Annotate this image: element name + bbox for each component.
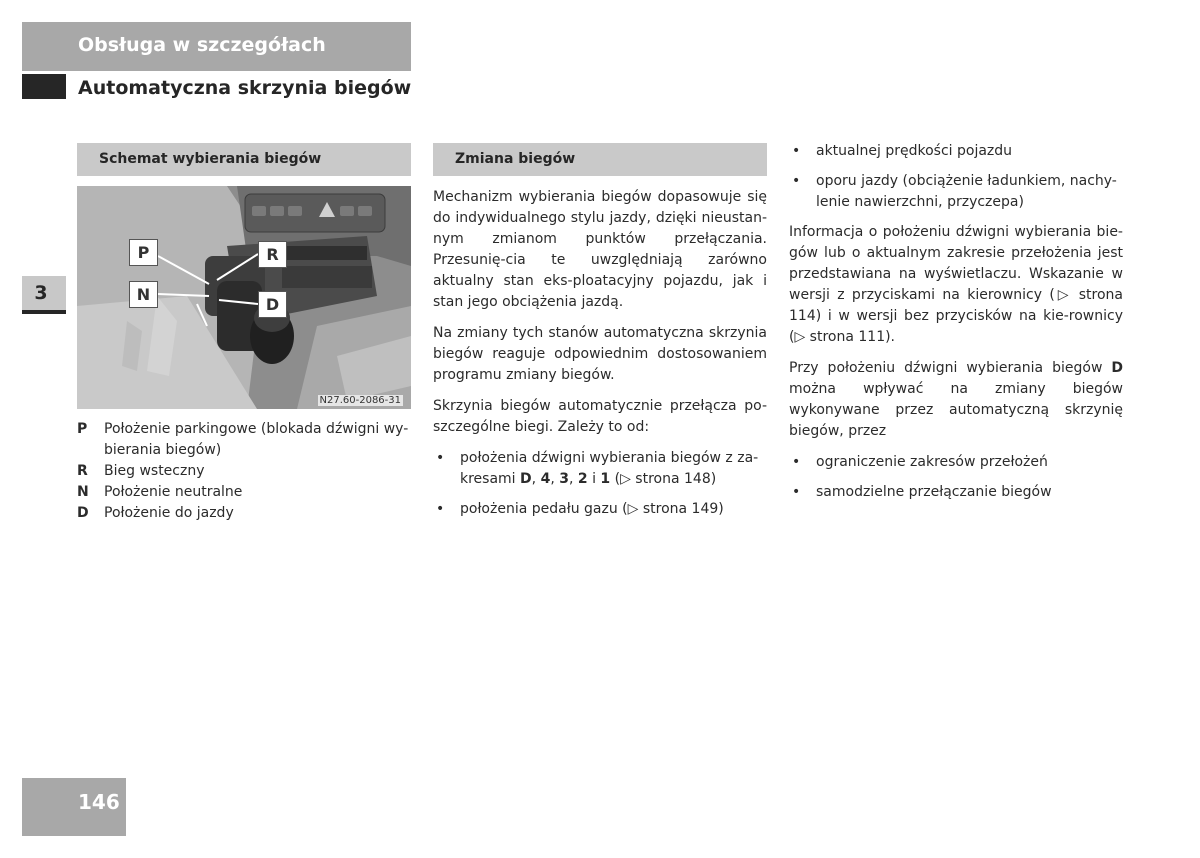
separator: , xyxy=(550,471,560,487)
paragraph-text: Przy położeniu dźwigni wybierania biegów xyxy=(789,360,1112,376)
legend-key: P xyxy=(77,421,88,437)
bullet-text: położenia dźwigni wybierania biegów z za-kresami xyxy=(460,450,759,487)
paragraph: Na zmiany tych stanów automatyczna skrzynia biegów reaguje odpowiednim dostosowaniem programu zmiany biegów. xyxy=(433,325,767,383)
dashboard-illustration xyxy=(77,186,411,409)
info-column xyxy=(789,141,1123,512)
figure-label-d: D xyxy=(258,291,287,318)
page-number-tab xyxy=(22,778,126,836)
legend-text: Położenie do jazdy xyxy=(104,505,234,521)
page-reference: (▷ strona 148) xyxy=(610,471,717,487)
bullet-text: aktualnej prędkości pojazdu xyxy=(816,143,1013,159)
list-item xyxy=(433,499,767,520)
section-header-bar xyxy=(22,22,411,71)
gear-change-column xyxy=(433,187,767,529)
gear-legend xyxy=(77,419,411,524)
gear-selector-photo xyxy=(77,186,411,409)
legend-item xyxy=(77,482,411,503)
gear-selector-heading-text: Schemat wybierania biegów xyxy=(99,151,322,167)
legend-key: R xyxy=(77,463,88,479)
gear-d: D xyxy=(520,471,532,487)
bullet-text: położenia pedału gazu (▷ strona 149) xyxy=(460,501,724,517)
paragraph xyxy=(789,358,1123,442)
list-item xyxy=(789,141,1123,162)
legend-text: Położenie neutralne xyxy=(104,484,243,500)
chapter-title-marker xyxy=(22,74,66,99)
gear-3: 3 xyxy=(559,471,569,487)
paragraph: Mechanizm wybierania biegów dopasowuje się do indywidualnego stylu jazdy, dzięki nieustan-nym zmianom punktów przełączania. Przesunię-cia te uwzględniają zarówno aktualny stan eks-ploatacyjny pojazdu, jak i stan jego obciążenia jazdą. xyxy=(433,189,767,310)
chapter-tab xyxy=(22,276,66,314)
bullet-icon: • xyxy=(436,450,445,466)
bullet-icon: • xyxy=(792,454,801,470)
bullet-icon: • xyxy=(792,173,801,189)
figure-code: N27.60-2086-31 xyxy=(319,395,401,406)
legend-text: Bieg wsteczny xyxy=(104,463,205,479)
paragraph-text: można wpływać na zmiany biegów wykonywane przez automatyczną skrzynię biegów, przez xyxy=(789,381,1123,439)
legend-text: Położenie parkingowe (blokada dźwigni wy-bierania biegów) xyxy=(104,421,409,458)
paragraph: Informacja o położeniu dźwigni wybierania bie-gów lub o aktualnym zakresie przełożenia jest przedstawiana na wyświetlaczu. Wskazanie w wersji z przyciskami na kierownicy (▷ strona 114) i w wersji bez przycisków na kie-rownicy (▷ strona 111). xyxy=(789,224,1123,345)
list-item xyxy=(789,452,1123,473)
list-item xyxy=(433,448,767,490)
legend-item xyxy=(77,503,411,524)
gear-d: D xyxy=(1111,360,1123,376)
figure-label-p: P xyxy=(129,239,158,266)
figure-label-n: N xyxy=(129,281,158,308)
section-title: Obsługa w szczegółach xyxy=(78,34,326,56)
chapter-title: Automatyczna skrzynia biegów xyxy=(78,77,412,99)
gear-selector-heading xyxy=(77,143,411,176)
gear-change-heading xyxy=(433,143,767,176)
legend-item xyxy=(77,461,411,482)
gear-1: 1 xyxy=(600,471,611,487)
gear-4: 4 xyxy=(540,471,551,487)
figure-label-r: R xyxy=(258,241,287,268)
bullet-text: oporu jazdy (obciążenie ładunkiem, nachy-lenie nawierzchni, przyczepa) xyxy=(816,173,1117,210)
page-number: 146 xyxy=(78,790,120,814)
bullet-icon: • xyxy=(436,501,445,517)
list-item xyxy=(789,171,1123,213)
chapter-number: 3 xyxy=(34,282,48,304)
bullet-icon: • xyxy=(792,143,801,159)
bullet-text: ograniczenie zakresów przełożeń xyxy=(816,454,1048,470)
separator: , xyxy=(568,471,578,487)
separator: i xyxy=(587,471,601,487)
separator: , xyxy=(531,471,541,487)
bullet-icon: • xyxy=(792,484,801,500)
paragraph: Skrzynia biegów automatycznie przełącza po-szczególne biegi. Zależy to od: xyxy=(433,398,767,435)
legend-key: N xyxy=(77,484,89,500)
legend-item xyxy=(77,419,411,461)
legend-key: D xyxy=(77,505,89,521)
gear-2: 2 xyxy=(577,471,588,487)
bullet-text: samodzielne przełączanie biegów xyxy=(816,484,1052,500)
gear-change-heading-text: Zmiana biegów xyxy=(455,151,576,167)
list-item xyxy=(789,482,1123,503)
